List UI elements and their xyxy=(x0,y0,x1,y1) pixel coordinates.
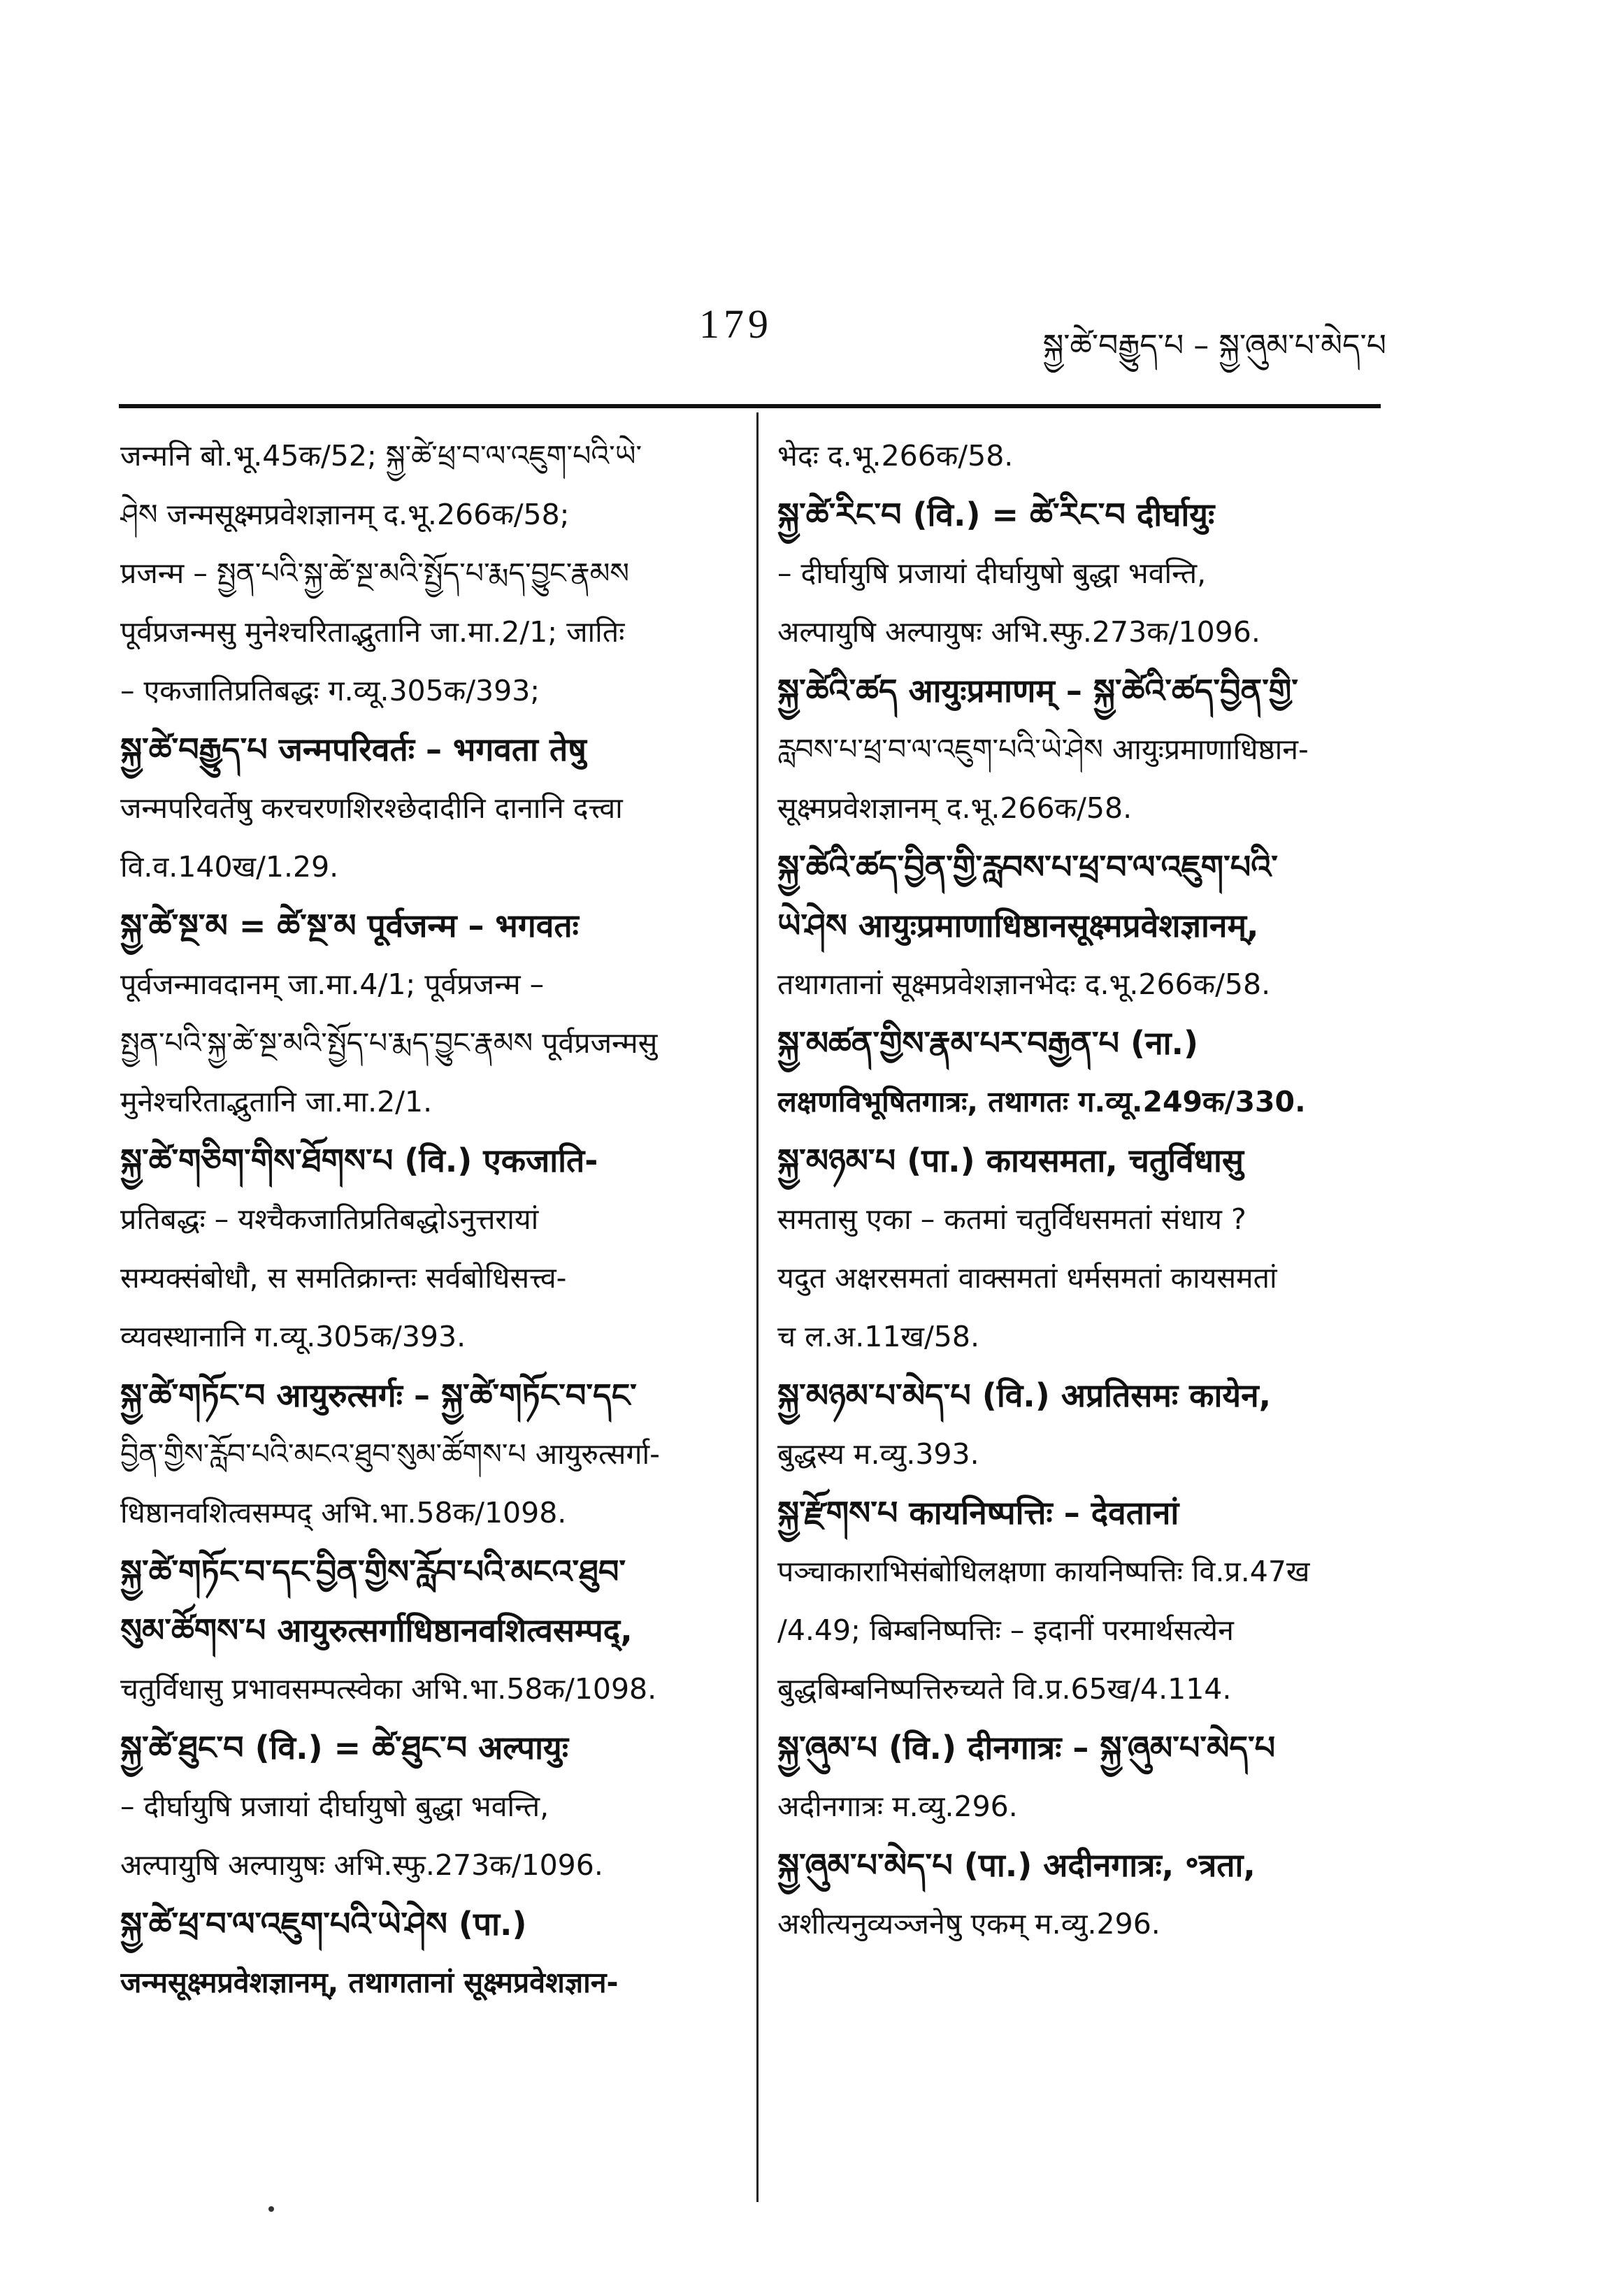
entry-line: च ल.अ.11ख/58. xyxy=(777,1320,979,1353)
entry-line: यदुत अक्षरसमतां वाक्समतां धर्मसमतां कायसमतां xyxy=(777,1261,1277,1295)
entry-headword-line: སྐྱ་མཉམ་པ་མེད་པ (वि.) अप्रतिसमः कायेन, xyxy=(777,1376,1272,1414)
entry-line: सूक्ष्मप्रवेशज्ञानम् द.भू.266क/58. xyxy=(777,791,1133,825)
left-column xyxy=(120,426,728,2012)
entry-line: प्रजन्म – སྤྱན་པའི་སྐྱ་ཚེ་སྔ་མའི་སྤྱོད་པ་རྨད་བྱུང་རྣམས xyxy=(120,556,630,590)
entry-headword-line: སྐྱ་ཚེ་གཅིག་གིས་ཐོགས་པ (वि.) एकजाति- xyxy=(120,1142,598,1179)
entry-line: – एकजातिप्रतिबद्धः ग.व्यू.305क/393; xyxy=(120,674,540,707)
entry-line: अल्पायुषि अल्पायुषः अभि.स्फु.273क/1096. xyxy=(777,615,1260,649)
entry-line: जन्मपरिवर्तेषु करचरणशिरश्छेदादीनि दानानि दत्त्वा xyxy=(120,791,623,825)
entry-line: जन्मसूक्ष्मप्रवेशज्ञानम्, तथागतानां सूक्ष्मप्रवेशज्ञान- xyxy=(120,1966,619,1999)
entry-headword-line: སྐྱ་ཚེ་རིང་བ (वि.) = ཚེ་རིང་བ दीर्घायुः xyxy=(777,496,1215,533)
entry-line: व्यवस्थानानि ग.व्यू.305क/393. xyxy=(120,1320,466,1353)
entry-line: – दीर्घायुषि प्रजायां दीर्घायुषो बुद्धा भवन्ति, xyxy=(777,556,1207,590)
entry-line: वि.व.140ख/1.29. xyxy=(120,850,339,884)
entry-headword-line: སྐྱ་ཚེ་སྔ་མ = ཚེ་སྔ་མ पूर्वजन्म – भगवतः xyxy=(120,907,579,944)
entry-line: धिष्ठानवशित्वसम्पद् अभि.भा.58क/1098. xyxy=(120,1496,567,1530)
entry-line: जन्मनि बो.भू.45क/52; སྐྱ་ཚེ་ཕྲ་བ་ལ་འཇུག་པའི་ཡེ་ xyxy=(120,439,642,473)
entry-line: भेदः द.भू.266क/58. xyxy=(777,439,1014,473)
entry-line: पूर्वजन्मावदानम् जा.मा.4/1; पूर्वप्रजन्म – xyxy=(120,967,545,1001)
page-number: 179 xyxy=(699,301,773,347)
entry-headword-line: སྐྱ་ཚེ་ཕྲ་བ་ལ་འཇུག་པའི་ཡེ་ཤེས (पा.) xyxy=(120,1905,527,1943)
entry-headword-line: སུམ་ཚོགས་པ आयुरुत्सर्गाधिष्ठानवशित्वसम्पद्, xyxy=(120,1611,633,1649)
entry-headword-line: སྐྱ་རྫོགས་པ कायनिष्पत्तिः – देवतानां xyxy=(777,1494,1179,1532)
entry-line: लक्षणविभूषितगात्रः, तथागतः ग.व्यू.249क/330. xyxy=(777,1085,1306,1118)
entry-line: सम्यक्संबोधौ, स समतिक्रान्तः सर्वबोधिसत्त्व- xyxy=(120,1261,567,1295)
entry-line: སྤྱན་པའི་སྐྱ་ཚེ་སྔ་མའི་སྤྱོད་པ་རྨད་བྱུང་རྣམས पूर्वप्रजन्मसु xyxy=(120,1026,658,1060)
entry-headword-line: སྐྱ་ཞུམ་པ (वि.) दीनगात्रः – སྐྱ་ཞུམ་པ་མེད་པ xyxy=(777,1729,1276,1767)
entry-headword-line: སྐྱ་མཉམ་པ (पा.) कायसमता, चतुर्विधासु xyxy=(777,1142,1244,1179)
running-head: སྐྱ་ཚེ་བརྒྱུད་པ – སྐྱ་ཞུམ་པ་མེད་པ xyxy=(1042,328,1386,364)
entry-line: समतासु एका – कतमां चतुर्विधसमतां संधाय ? xyxy=(777,1202,1246,1236)
entry-headword-line: སྐྱ་ཚེ་ཐུང་བ (वि.) = ཚེ་ཐུང་བ अल्पायुः xyxy=(120,1729,568,1767)
entry-line: རླབས་པ་ཕྲ་བ་ལ་འཇུག་པའི་ཡེ་ཤེས आयुःप्रमाणाधिष्ठान- xyxy=(777,733,1309,766)
entry-line: प्रतिबद्धः – यश्चैकजातिप्रतिबद्धोऽनुत्तरायां xyxy=(120,1202,539,1236)
entry-headword-line: སྐྱ་ཚེའི་ཚད आयुःप्रमाणम् – སྐྱ་ཚེའི་ཚད་བྱིན་གྱི་ xyxy=(777,672,1298,710)
entry-headword-line: སྐྱ་ཚེའི་ཚད་བྱིན་གྱི་རླབས་པ་ཕྲ་བ་ལ་འཇུག་པའི་ xyxy=(777,848,1278,886)
entry-line: – दीर्घायुषि प्रजायां दीर्घायुषो बुद्धा भवन्ति, xyxy=(120,1790,549,1823)
entry-headword-line: སྐྱ་ཚེ་བརྒྱུད་པ जन्मपरिवर्तः – भगवता तेषु xyxy=(120,731,587,768)
stray-dot-mark xyxy=(268,2206,274,2212)
entry-line: བྱིན་གྱིས་རློབ་པའི་མངའ་ཐུབ་སུམ་ཚོགས་པ आयुरुत्सर्गा- xyxy=(120,1437,660,1471)
entry-line: बुद्धस्य म.व्यु.393. xyxy=(777,1437,979,1471)
entry-headword-line: སྐྱ་མཚན་གྱིས་རྣམ་པར་བརྒྱན་པ (ना.) xyxy=(777,1024,1199,1062)
entry-line: तथागतानां सूक्ष्मप्रवेशज्ञानभेदः द.भू.266क/58. xyxy=(777,967,1271,1001)
right-column xyxy=(777,426,1379,1953)
entry-line: अल्पायुषि अल्पायुषः अभि.स्फु.273क/1096. xyxy=(120,1848,603,1882)
column-divider xyxy=(756,412,759,2202)
entry-headword-line: ཡེ་ཤེས आयुःप्रमाणाधिष्ठानसूक्ष्मप्रवेशज्ञानम्, xyxy=(777,907,1259,944)
entry-headword-line: སྐྱ་ཚེ་གཏོང་བ आयुरुत्सर्गः – སྐྱ་ཚེ་གཏོང་བ་དང་ xyxy=(120,1376,637,1414)
header-rule xyxy=(119,404,1381,408)
entry-line: चतुर्विधासु प्रभावसम्पत्स्वेका अभि.भा.58क/1098. xyxy=(120,1672,657,1706)
entry-line: पूर्वप्रजन्मसु मुनेश्चरिताद्भुतानि जा.मा.2/1; जातिः xyxy=(120,615,625,649)
entry-line: मुनेश्चरिताद्भुतानि जा.मा.2/1. xyxy=(120,1085,433,1118)
entry-line: पञ्चाकाराभिसंबोधिलक्षणा कायनिष्पत्तिः वि.प्र.47ख xyxy=(777,1555,1310,1588)
entry-line: अशीत्यनुव्यञ्जनेषु एकम् म.व्यु.296. xyxy=(777,1907,1160,1941)
entry-line: ཤེས जन्मसूक्ष्मप्रवेशज्ञानम् द.भू.266क/58; xyxy=(120,498,570,531)
entry-line: बुद्धबिम्बनिष्पत्तिरुच्यते वि.प्र.65ख/4.114. xyxy=(777,1672,1232,1706)
entry-line: अदीनगात्रः म.व्यु.296. xyxy=(777,1790,1018,1823)
entry-line: /4.49; बिम्बनिष्पत्तिः – इदानीं परमार्थसत्येन xyxy=(777,1613,1234,1647)
entry-headword-line: སྐྱ་ཞུམ་པ་མེད་པ (पा.) अदीनगात्रः, ॰त्रता, xyxy=(777,1846,1256,1884)
entry-headword-line: སྐྱ་ཚེ་གཏོང་བ་དང་བྱིན་གྱིས་རློབ་པའི་མངའ་ཐུབ་ xyxy=(120,1553,626,1590)
